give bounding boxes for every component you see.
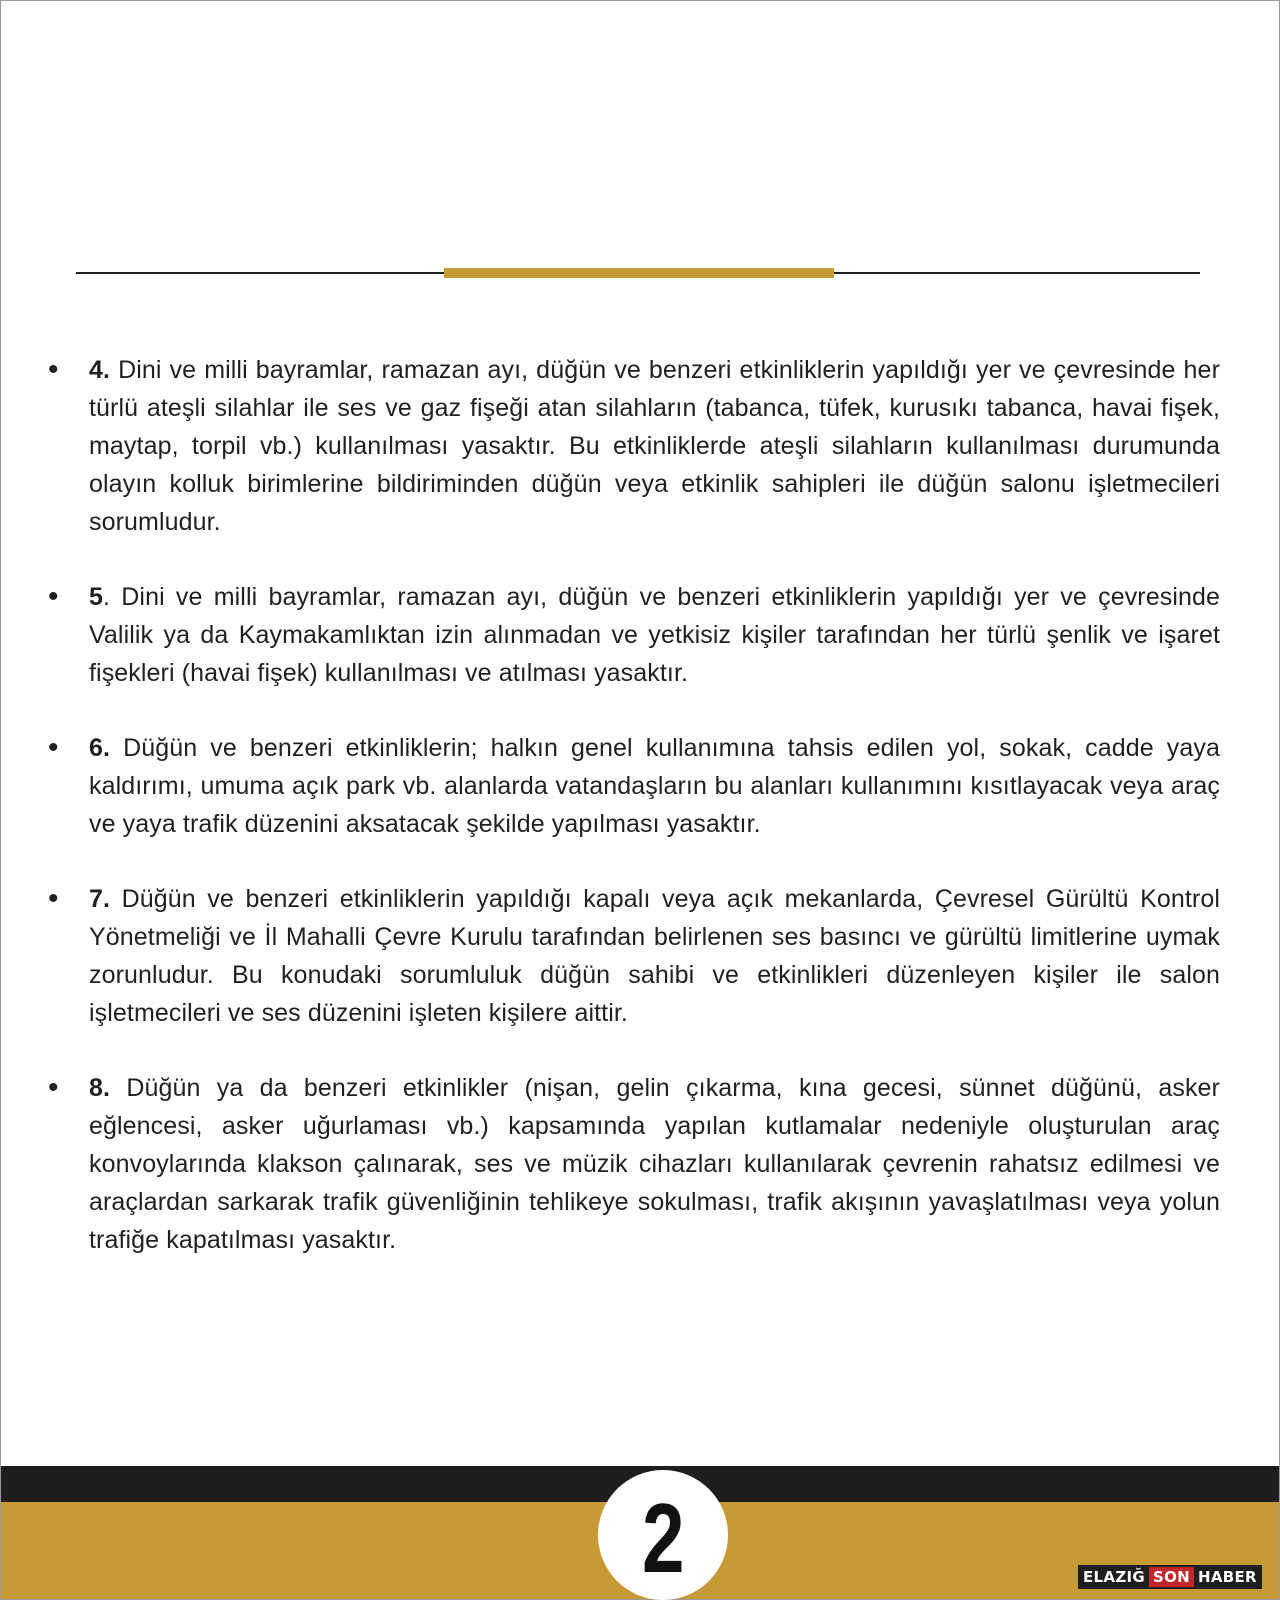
- bullet-icon: •: [48, 580, 59, 613]
- rule-text: Düğün ya da benzeri etkinlikler (nişan, gelin çıkarma, kına gecesi, sünnet düğünü, asker eğlencesi, asker uğurlaması vb.) kapsamında yapılan kutlamalar nedeniyle oluşturulan araç konvoylarında klakson çalınarak, ses ve müzik cihazları kullanılarak çevrenin rahatsız edilmesi ve araçlardan sarkarak trafik güvenliğinin tehlikeye sokulması, trafik akışının yavaşlatılması veya yolun trafiğe kapatılması yasaktır.: [89, 1074, 1220, 1254]
- page-number-badge: [598, 1470, 728, 1600]
- rule-text: Düğün ve benzeri etkinliklerin yapıldığı kapalı veya açık mekanlarda, Çevresel Gürültü Kontrol Yönetmeliği ve İl Mahalli Çevre Kurulu tarafından belirlenen ses basıncı ve gürültü limitlerine uymak zorunludur. Bu konudaki sorumluluk düğün sahibi ve etkinlikleri düzenleyen kişiler ile salon işletmecileri ve ses düzenini işleten kişilere aittir.: [89, 885, 1220, 1027]
- rule-item-8: [48, 1069, 1220, 1259]
- rule-item-7: [48, 880, 1220, 1032]
- brand-logo: [1078, 1565, 1262, 1589]
- bullet-icon: •: [48, 353, 59, 386]
- brand-logo-part2: SON: [1149, 1567, 1194, 1587]
- rule-text: Düğün ve benzeri etkinliklerin; halkın genel kullanımına tahsis edilen yol, sokak, cadde yaya kaldırımı, umuma açık park vb. alanlarda vatandaşların bu alanları kullanımını kısıtlayacak veya araç ve yaya trafik düzenini aksatacak şekilde yapılması yasaktır.: [89, 734, 1220, 838]
- bullet-icon: •: [48, 1071, 59, 1104]
- brand-logo-part1: ELAZIĞ: [1083, 1568, 1145, 1586]
- rule-text: Dini ve milli bayramlar, ramazan ayı, düğün ve benzeri etkinliklerin yapıldığı yer ve çevresinde her türlü ateşli silahlar ile ses ve gaz fişeği atan silahların (tabanca, tüfek, kurusıkı tabanca, havai fişek, maytap, torpil vb.) kullanılması yasaktır. Bu etkinliklerde ateşli silahların kullanılması durumunda olayın kolluk birimlerine bildiriminden düğün veya etkinlik sahipleri ile düğün salonu işletmecileri sorumludur.: [89, 356, 1220, 536]
- bullet-icon: •: [48, 731, 59, 764]
- rule-number: 4.: [89, 356, 111, 384]
- brand-logo-part3: HABER: [1198, 1568, 1257, 1586]
- rule-number: 5: [89, 583, 104, 611]
- rule-item-4: [48, 351, 1220, 541]
- rule-text: . Dini ve milli bayramlar, ramazan ayı, düğün ve benzeri etkinliklerin yapıldığı yer ve çevresinde Valilik ya da Kaymakamlıktan izin alınmadan ve yetkisiz kişiler tarafından her türlü şenlik ve işaret fişekleri (havai fişek) kullanılması ve atılması yasaktır.: [89, 583, 1220, 687]
- rule-number: 6.: [89, 734, 111, 762]
- page-number: 2: [641, 1483, 685, 1593]
- header-divider-accent: [444, 268, 834, 278]
- rules-list: [48, 351, 1220, 1296]
- rule-number: 7.: [89, 885, 111, 913]
- rule-number: 8.: [89, 1074, 111, 1102]
- bullet-icon: •: [48, 882, 59, 915]
- rule-item-5: [48, 578, 1220, 692]
- rule-item-6: [48, 729, 1220, 843]
